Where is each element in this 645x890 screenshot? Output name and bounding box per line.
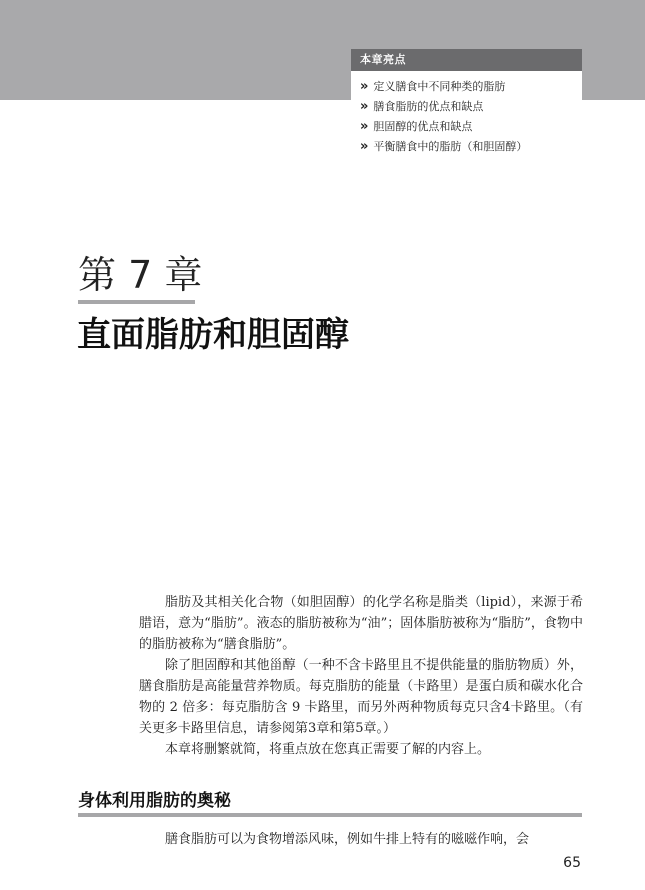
page-number: 65 xyxy=(563,855,581,871)
highlights-list xyxy=(351,71,582,157)
bullet-icon: » xyxy=(360,99,369,114)
bullet-icon: » xyxy=(360,79,369,94)
highlights-title: 本章亮点 xyxy=(351,49,582,71)
bullet-icon: » xyxy=(360,119,369,134)
intro-paragraph: 本章将删繁就简，将重点放在您真正需要了解的内容上。 xyxy=(165,742,491,757)
bullet-icon: » xyxy=(360,139,369,154)
intro-paragraph: 除了胆固醇和其他甾醇（一种不含卡路里且不提供能量的脂肪物质）外，膳食脂肪是高能量营养物质。每克脂肪的能量（卡路里）是蛋白质和碳水化合物的 2 倍多：每克脂肪含 9 卡路里，而另外两种物质每克只含4卡路里。（有关更多卡路里信息，请参阅第3章和第5章。） xyxy=(139,658,583,736)
highlight-item xyxy=(360,117,582,137)
chapter-highlights-box xyxy=(351,49,582,162)
highlight-item xyxy=(360,137,582,157)
highlight-text: 胆固醇的优点和缺点 xyxy=(373,120,473,133)
section-heading-underline xyxy=(78,813,582,817)
highlight-text: 膳食脂肪的优点和缺点 xyxy=(373,100,484,113)
highlight-item xyxy=(360,77,582,97)
chapter-title: 直面脂肪和胆固醇 xyxy=(77,315,349,355)
intro-text xyxy=(139,592,583,760)
chapter-number-underline xyxy=(78,300,195,304)
highlight-item xyxy=(360,97,582,117)
highlight-text: 平衡膳食中的脂肪（和胆固醇） xyxy=(373,140,528,153)
intro-paragraph: 脂肪及其相关化合物（如胆固醇）的化学名称是脂类（lipid），来源于希腊语，意为“脂肪”。液态的脂肪被称为“油”；固体脂肪被称为“脂肪”，食物中的脂肪被称为“膳食脂肪”。 xyxy=(139,595,583,652)
chapter-number: 第 7 章 xyxy=(78,253,203,297)
section-paragraph: 膳食脂肪可以为食物增添风味，例如牛排上特有的嗞嗞作响，会 xyxy=(165,832,530,847)
section-heading: 身体利用脂肪的奥秘 xyxy=(78,791,231,811)
highlight-text: 定义膳食中不同种类的脂肪 xyxy=(373,80,506,93)
